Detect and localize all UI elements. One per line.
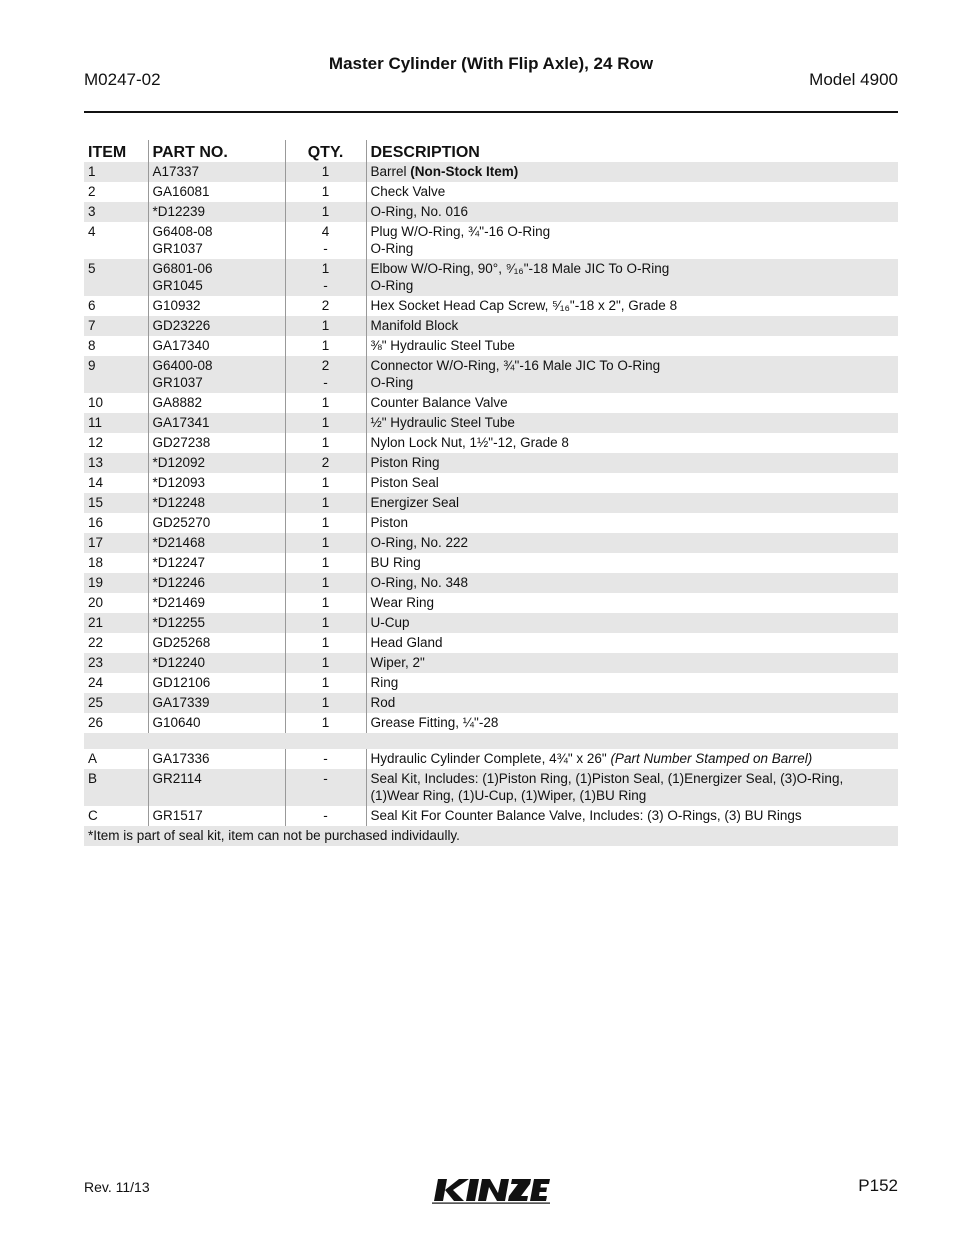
qty-cell <box>285 162 366 182</box>
description-cell <box>366 296 898 316</box>
qty-cell <box>285 202 366 222</box>
part-no-cell-line: GA8882 <box>152 395 203 410</box>
description-cell <box>366 222 898 259</box>
part-no-cell-line: GD12106 <box>152 675 211 690</box>
table-row <box>84 533 898 553</box>
part-no-cell <box>148 573 285 593</box>
description-cell <box>366 336 898 356</box>
part-no-cell <box>148 653 285 673</box>
table-row <box>84 633 898 653</box>
description-cell-line: Piston <box>370 515 409 530</box>
qty-cell <box>285 453 366 473</box>
qty-cell-line: 1 <box>321 164 330 179</box>
description-cell <box>366 673 898 693</box>
table-row <box>84 296 898 316</box>
description-cell <box>366 433 898 453</box>
qty-cell-line: 1 <box>321 715 330 730</box>
qty-cell <box>285 573 366 593</box>
qty-cell-line: 1 <box>321 655 330 670</box>
part-no-cell-line: G6801-06 <box>152 261 213 276</box>
description-cell-line: Plug W/O-Ring, ¾"-16 O-Ring <box>370 224 551 239</box>
part-no-cell-line: A17337 <box>152 164 200 179</box>
description-cell-line: O-Ring, No. 348 <box>370 575 469 590</box>
table-row <box>84 336 898 356</box>
qty-cell <box>285 356 366 393</box>
item-cell: 25 <box>84 693 148 713</box>
qty-cell-line: 1 <box>321 395 330 410</box>
description-cell-line: Elbow W/O-Ring, 90°, ⁹⁄₁₆"-18 Male JIC To O-Ring <box>370 261 670 276</box>
description-cell-line: Piston Ring <box>370 455 440 470</box>
qty-cell <box>285 316 366 336</box>
part-no-cell-line: GA17336 <box>152 751 210 766</box>
part-no-cell <box>148 202 285 222</box>
qty-cell-line: - <box>323 241 328 256</box>
qty-cell-line: 1 <box>321 435 330 450</box>
qty-cell-line: 1 <box>321 695 330 710</box>
item-cell: 17 <box>84 533 148 553</box>
qty-cell-line: 1 <box>321 595 330 610</box>
table-row <box>84 316 898 336</box>
qty-cell-line: 1 <box>321 204 330 219</box>
description-cell-line: U-Cup <box>370 615 410 630</box>
table-row <box>84 673 898 693</box>
part-no-cell <box>148 769 285 806</box>
table-row <box>84 593 898 613</box>
item-cell: 23 <box>84 653 148 673</box>
part-no-cell <box>148 493 285 513</box>
qty-cell <box>285 222 366 259</box>
footnote-row <box>84 826 898 846</box>
part-no-cell <box>148 749 285 769</box>
description-cell-line: Hex Socket Head Cap Screw, ⁵⁄₁₆"-18 x 2", Grade 8 <box>370 298 678 313</box>
item-cell: 3 <box>84 202 148 222</box>
qty-cell-line: 1 <box>321 184 330 199</box>
part-no-cell <box>148 316 285 336</box>
qty-cell-line: - <box>323 375 328 390</box>
description-cell <box>366 593 898 613</box>
table-row <box>84 222 898 259</box>
item-cell: 24 <box>88 675 104 690</box>
part-no-cell <box>148 259 285 296</box>
description-cell <box>366 653 898 673</box>
part-no-cell <box>148 182 285 202</box>
qty-cell-line: 2 <box>321 455 330 470</box>
description-cell-line: O-Ring <box>370 375 414 390</box>
spacer-row <box>84 733 898 749</box>
part-no-cell-line: GD23226 <box>152 318 211 333</box>
qty-cell-line: 1 <box>321 338 330 353</box>
item-cell: 5 <box>84 259 148 296</box>
description-cell <box>366 633 898 653</box>
qty-cell-line: 1 <box>321 415 330 430</box>
qty-cell-line: 2 <box>321 358 330 373</box>
description-cell <box>366 749 898 769</box>
qty-cell <box>285 693 366 713</box>
description-cell <box>366 413 898 433</box>
description-cell <box>366 713 898 733</box>
description-cell-line: O-Ring, No. 222 <box>370 535 469 550</box>
description-cell-line: BU Ring <box>370 555 421 570</box>
qty-cell <box>285 533 366 553</box>
description-cell-line: Grease Fitting, ¼"-28 <box>370 715 499 730</box>
item-cell: 19 <box>84 573 148 593</box>
description-cell <box>366 693 898 713</box>
description-cell-line: (1)Wear Ring, (1)U-Cup, (1)Wiper, (1)BU Ring <box>370 788 647 803</box>
part-no-cell <box>148 633 285 653</box>
description-cell <box>366 553 898 573</box>
part-no-cell-line: GA17341 <box>152 415 210 430</box>
table-row <box>84 202 898 222</box>
qty-cell-line: 1 <box>321 635 330 650</box>
item-cell: 7 <box>84 316 148 336</box>
part-no-cell <box>148 613 285 633</box>
description-cell <box>366 182 898 202</box>
part-no-cell <box>148 533 285 553</box>
table-row <box>84 433 898 453</box>
part-no-cell <box>148 553 285 573</box>
description-cell <box>366 356 898 393</box>
description-cell <box>366 393 898 413</box>
description-cell-line: Seal Kit, Includes: (1)Piston Ring, (1)Piston Seal, (1)Energizer Seal, (3)O-Ring, <box>370 771 844 786</box>
description-cell <box>366 573 898 593</box>
item-cell: 4 <box>88 224 96 239</box>
description-cell-line: Piston Seal <box>370 475 439 490</box>
part-no-cell <box>148 453 285 473</box>
part-no-cell-line: *D12240 <box>152 655 206 670</box>
qty-cell-line: 1 <box>321 575 330 590</box>
table-row <box>84 749 898 769</box>
qty-cell <box>285 473 366 493</box>
table-row <box>84 573 898 593</box>
description-cell-line: Barrel (Non-Stock Item) <box>370 164 519 179</box>
table-row <box>84 356 898 393</box>
document-number: M0247-02 <box>84 70 161 89</box>
qty-cell <box>285 653 366 673</box>
description-cell-line: ½" Hydraulic Steel Tube <box>370 415 515 430</box>
parts-table <box>84 140 898 846</box>
qty-cell-line: - <box>323 771 328 786</box>
description-cell <box>366 806 898 826</box>
part-no-cell-line: GA16081 <box>152 184 210 199</box>
item-cell: 21 <box>84 613 148 633</box>
qty-cell <box>285 553 366 573</box>
footnote-text: *Item is part of seal kit, item can not be purchased individaully. <box>84 826 898 846</box>
table-row <box>84 413 898 433</box>
qty-cell <box>285 433 366 453</box>
description-cell-line: Check Valve <box>370 184 446 199</box>
item-cell: 1 <box>84 162 148 182</box>
description-cell <box>366 493 898 513</box>
qty-cell <box>285 806 366 826</box>
header-rule <box>84 111 898 113</box>
item-cell: 9 <box>84 356 148 393</box>
qty-cell-line: 1 <box>321 535 330 550</box>
description-cell <box>366 533 898 553</box>
table-row <box>84 182 898 202</box>
part-no-cell <box>148 433 285 453</box>
part-no-cell-line: G6408-08 <box>152 224 213 239</box>
qty-cell-line: 1 <box>321 615 330 630</box>
part-no-cell-line: GR1037 <box>152 375 203 390</box>
qty-cell <box>285 493 366 513</box>
description-cell <box>366 202 898 222</box>
table-row <box>84 259 898 296</box>
item-cell: A <box>88 751 98 766</box>
qty-cell <box>285 633 366 653</box>
item-cell: 22 <box>88 635 104 650</box>
part-no-cell-line: GD27238 <box>152 435 211 450</box>
item-cell: 11 <box>84 413 148 433</box>
qty-cell <box>285 296 366 316</box>
part-no-cell <box>148 413 285 433</box>
part-no-cell-line: GA17339 <box>152 695 210 710</box>
description-cell-line: Energizer Seal <box>370 495 460 510</box>
revision-label: Rev. 11/13 <box>84 1179 150 1195</box>
item-cell: 16 <box>88 515 104 530</box>
qty-cell <box>285 713 366 733</box>
qty-cell-line: 1 <box>321 318 330 333</box>
page-title-text: Master Cylinder (With Flip Axle), 24 Row <box>328 54 654 73</box>
description-note: (Part Number Stamped on Barrel) <box>610 751 813 766</box>
qty-cell <box>285 673 366 693</box>
part-no-cell-line: GR1517 <box>152 808 203 823</box>
part-no-cell <box>148 593 285 613</box>
part-no-cell-line: *D12248 <box>152 495 206 510</box>
part-no-cell-line: G10932 <box>152 298 201 313</box>
description-cell-line: Wear Ring <box>370 595 435 610</box>
table-row <box>84 769 898 806</box>
table-row <box>84 513 898 533</box>
table-row <box>84 453 898 473</box>
description-cell-line: Seal Kit For Counter Balance Valve, Includes: (3) O-Rings, (3) BU Rings <box>370 808 802 823</box>
description-cell <box>366 316 898 336</box>
item-cell: 18 <box>88 555 104 570</box>
qty-cell <box>285 413 366 433</box>
part-no-cell-line: *D21468 <box>152 535 206 550</box>
table-row <box>84 653 898 673</box>
description-cell-line: Hydraulic Cylinder Complete, 4¾" x 26" (Part Number Stamped on Barrel) <box>370 751 813 766</box>
qty-cell-line: 1 <box>321 495 330 510</box>
part-no-cell-line: GR1045 <box>152 278 203 293</box>
qty-cell <box>285 613 366 633</box>
part-no-cell-line: GD25268 <box>152 635 211 650</box>
table-header-row <box>84 140 898 162</box>
part-no-cell <box>148 222 285 259</box>
description-cell <box>366 259 898 296</box>
item-cell: 8 <box>88 338 96 353</box>
qty-cell-line: 1 <box>321 515 330 530</box>
qty-cell <box>285 393 366 413</box>
qty-cell <box>285 769 366 806</box>
qty-cell <box>285 513 366 533</box>
description-cell-line: Nylon Lock Nut, 1½"-12, Grade 8 <box>370 435 569 450</box>
model-label: Model 4900 <box>809 70 898 89</box>
part-no-cell-line: *D12239 <box>152 204 206 219</box>
part-no-cell <box>148 806 285 826</box>
item-cell: 12 <box>88 435 104 450</box>
spacer-cell <box>84 733 898 749</box>
item-cell: B <box>84 769 148 806</box>
column-header-description: DESCRIPTION <box>366 140 898 162</box>
item-cell: 26 <box>88 715 104 730</box>
qty-cell <box>285 593 366 613</box>
part-no-cell <box>148 713 285 733</box>
table-row <box>84 806 898 826</box>
item-cell: 6 <box>88 298 96 313</box>
qty-cell <box>285 259 366 296</box>
description-cell-line: ⅜" Hydraulic Steel Tube <box>370 338 515 353</box>
qty-cell-line: - <box>323 278 328 293</box>
description-cell-line: O-Ring <box>370 278 414 293</box>
part-no-cell-line: *D12247 <box>152 555 206 570</box>
part-no-cell-line: GR1037 <box>152 241 203 256</box>
part-no-cell <box>148 356 285 393</box>
item-cell: C <box>88 808 98 823</box>
column-header-qty: QTY. <box>285 140 366 162</box>
qty-cell-line: 4 <box>321 224 330 239</box>
description-cell-line: O-Ring, No. 016 <box>370 204 469 219</box>
qty-cell <box>285 182 366 202</box>
part-no-cell-line: *D12092 <box>152 455 206 470</box>
part-no-cell <box>148 513 285 533</box>
description-cell-line: Ring <box>370 675 399 690</box>
description-cell <box>366 513 898 533</box>
description-cell-line: Rod <box>370 695 396 710</box>
description-cell <box>366 162 898 182</box>
item-cell: 2 <box>88 184 96 199</box>
qty-cell-line: 1 <box>321 675 330 690</box>
part-no-cell <box>148 693 285 713</box>
parts-table-body <box>84 162 898 846</box>
table-row <box>84 713 898 733</box>
column-header-part-no: PART NO. <box>148 140 285 162</box>
description-cell <box>366 453 898 473</box>
part-no-cell-line: GR2114 <box>152 771 202 786</box>
qty-cell <box>285 336 366 356</box>
part-no-cell-line: *D12093 <box>152 475 206 490</box>
qty-cell <box>285 749 366 769</box>
qty-cell-line: 1 <box>321 555 330 570</box>
qty-cell-line: - <box>323 751 328 766</box>
item-cell: 20 <box>88 595 104 610</box>
part-no-cell <box>148 673 285 693</box>
qty-cell-line: - <box>323 808 328 823</box>
description-cell-line: Manifold Block <box>370 318 459 333</box>
table-row <box>84 393 898 413</box>
table-row <box>84 553 898 573</box>
table-row <box>84 493 898 513</box>
item-cell: 13 <box>84 453 148 473</box>
part-no-cell <box>148 296 285 316</box>
item-cell: 14 <box>88 475 104 490</box>
part-no-cell-line: *D21469 <box>152 595 206 610</box>
table-row <box>84 473 898 493</box>
description-cell-line: Counter Balance Valve <box>370 395 508 410</box>
qty-cell-line: 1 <box>321 261 330 276</box>
part-no-cell-line: *D12255 <box>152 615 206 630</box>
part-no-cell-line: G6400-08 <box>152 358 213 373</box>
item-cell: 15 <box>84 493 148 513</box>
description-cell <box>366 473 898 493</box>
table-row <box>84 613 898 633</box>
column-header-item: ITEM <box>88 144 127 161</box>
part-no-cell <box>148 473 285 493</box>
description-cell <box>366 769 898 806</box>
part-no-cell-line: G10640 <box>152 715 201 730</box>
part-no-cell <box>148 393 285 413</box>
part-no-cell <box>148 336 285 356</box>
part-no-cell-line: GA17340 <box>152 338 210 353</box>
description-cell-line: Wiper, 2" <box>370 655 425 670</box>
part-no-cell-line: GD25270 <box>152 515 211 530</box>
description-cell-line: Connector W/O-Ring, ¾"-16 Male JIC To O-Ring <box>370 358 661 373</box>
description-cell <box>366 613 898 633</box>
qty-cell-line: 1 <box>321 475 330 490</box>
description-cell-line: O-Ring <box>370 241 414 256</box>
description-emphasis: (Non-Stock Item) <box>410 164 519 179</box>
table-row <box>84 162 898 182</box>
item-cell: 10 <box>88 395 104 410</box>
description-cell-line: Head Gland <box>370 635 443 650</box>
page-number: P152 <box>858 1176 898 1195</box>
qty-cell-line: 2 <box>321 298 330 313</box>
part-no-cell-line: *D12246 <box>152 575 206 590</box>
table-row <box>84 693 898 713</box>
part-no-cell <box>148 162 285 182</box>
kinze-logo <box>432 1176 550 1204</box>
